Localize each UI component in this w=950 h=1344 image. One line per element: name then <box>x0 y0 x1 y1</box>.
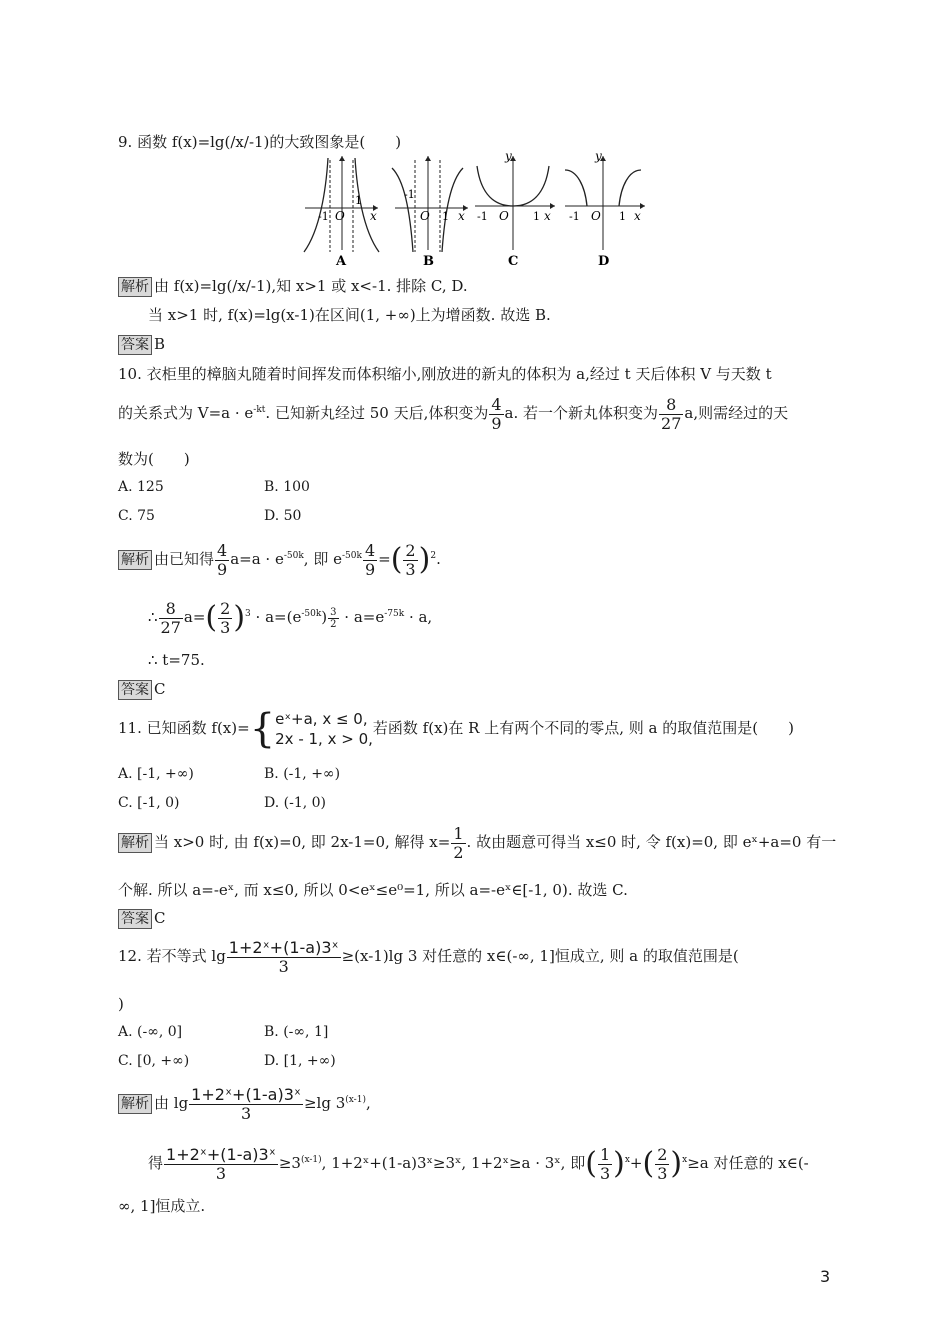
frac-4-9: $\frac{4}{9}$ <box>491 394 502 433</box>
q11-jiexi-line1: 解析 当 x>0 时, 由 f(x)=0, 即 2x-1=0, 解得 x= $\frac{1}{2}$ . 故由题意可得当 x≤0 时, 令 f(x)=0, 即 eˣ+a=0 有一 <box>118 822 836 862</box>
y-label-d: y <box>595 150 602 163</box>
q12-jiexi-line3: ∞, 1]恒成立. <box>118 1197 206 1215</box>
q9-jiexi-line2: 当 x>1 时, f(x)=lg(x-1)在区间(1, +∞)上为增函数. 故选 B. <box>148 306 551 324</box>
tick-neg1-a: -1 <box>318 210 329 223</box>
y-label-c: y <box>505 150 512 163</box>
q10-jiexi-line1: 解析 由已知得 $\frac{4}{9}$ $a=a \cdot e^{-50k}$, 即 $e^{-50k}$ $\frac{4}{9}$ =( $\frac{2}{3}$ )$^2$. <box>118 532 441 583</box>
figure-label-c: C <box>508 254 519 269</box>
q10-jiexi-line2: ∴ $\frac{8}{27}$ a=( $\frac{2}{3}$ )$^3 \cdot a=(e^{-50k})$ $\frac{3}{2}$ · $a=e^{-75k} \cdot a$, <box>148 598 433 637</box>
x-label-b: x <box>458 209 465 223</box>
tick-1-c: 1 <box>533 210 540 223</box>
x-label-a: x <box>370 209 377 223</box>
origin-c: O <box>499 209 509 223</box>
origin-a: O <box>335 209 345 223</box>
q12-stem-line2: ) <box>118 995 124 1013</box>
q9-stem: 9. 函数 f(x)=lg(/x/-1)的大致图象是( ) <box>118 133 402 151</box>
q11-jiexi-line2: 个解. 所以 a=-eˣ, 而 x≤0, 所以 0<eˣ≤e⁰=1, 所以 a=-eˣ∈[-1, 0). 故选 C. <box>118 881 628 899</box>
q12-stem-line1: 12. 若不等式 lg $\frac{\text{1+2ˣ+(1-a)3ˣ}}{3}$ ≥(x-1)lg 3 对任意的 x∈(-∞, 1]恒成立, 则 a 的取值范围是( <box>118 937 739 976</box>
x-label-c: x <box>544 209 551 223</box>
q10-stem-line2: 的关系式为 $V=a \cdot e^{-kt}$. 已知新丸经过 50 天后,体积变为 $\frac{4}{9}$ a. 若一个新丸体积变为 $\frac{8}{27}$ a,则需经过的天 <box>118 394 789 433</box>
q10-option-d: D. 50 <box>264 508 302 524</box>
figure-label-a: A <box>336 254 347 269</box>
q11-option-d: D. (-1, 0) <box>264 795 326 811</box>
q10-jiexi-line3: ∴ t=75. <box>148 651 205 669</box>
q11-answer: 答案 C <box>118 908 165 929</box>
q9-figures <box>300 150 660 270</box>
figure-label-b: B <box>423 254 434 269</box>
x-label-d: x <box>634 209 641 223</box>
origin-d: O <box>591 209 601 223</box>
figure-label-d: D <box>598 254 610 269</box>
q10-stem-line3: 数为( ) <box>118 450 190 468</box>
q10-option-c: C. 75 <box>118 508 155 524</box>
q10-answer: 答案 C <box>118 679 165 700</box>
q10-option-a: A. 125 <box>118 479 164 495</box>
q12-option-c: C. [0, +∞) <box>118 1053 190 1069</box>
q12-option-a: A. (-∞, 0] <box>118 1024 183 1040</box>
q9-answer: 答案 B <box>118 334 165 355</box>
origin-b: O <box>420 209 430 223</box>
q11-stem: 11. 已知函数 f(x)={ eˣ+a, x ≤ 0, 2x - 1, x > 0, 若函数 f(x)在 R 上有两个不同的零点, 则 a 的取值范围是( ) <box>118 706 794 752</box>
q12-option-b: B. (-∞, 1] <box>264 1024 329 1040</box>
tick-neg1-c: -1 <box>477 210 488 223</box>
q12-jiexi-line1: 解析 由 lg $\frac{\text{1+2ˣ+(1-a)3ˣ}}{3}$ ≥lg 3$^{(x-1)}$, <box>118 1080 371 1123</box>
q11-option-a: A. [-1, +∞) <box>118 766 194 782</box>
q10-option-b: B. 100 <box>264 479 310 495</box>
answer-tag: 答案 <box>118 335 152 355</box>
page-number: 3 <box>820 1267 831 1286</box>
q9-figure-d <box>565 150 645 269</box>
frac-8-27: $\frac{8}{27}$ <box>661 394 682 433</box>
tick-1-a: 1 <box>355 194 362 207</box>
q12-jiexi-line2: 得 $\frac{\text{1+2ˣ+(1-a)3ˣ}}{3}$ $\ge 3^{(x-1)}$, 1+2ˣ+(1-a)3ˣ≥3ˣ, 1+2ˣ≥a · 3ˣ, 即( $\frac{1}{3}$ )$^x$+( $\frac{2}{3}$ )$^x$≥a 对任意的 x∈(- <box>148 1144 809 1183</box>
q11-option-b: B. (-1, +∞) <box>264 766 341 782</box>
q9-figure-b <box>392 156 468 269</box>
q9-jiexi-line1: 解析 由 f(x)=lg(/x/-1),知 x>1 或 x<-1. 排除 C, D. <box>118 276 468 297</box>
q9-figure-c <box>475 150 555 269</box>
q10-stem-line1: 10. 衣柜里的樟脑丸随着时间挥发而体积缩小,刚放进的新丸的体积为 a,经过 t 天后体积 V 与天数 t <box>118 365 772 383</box>
tick-neg1-b: -1 <box>404 188 415 201</box>
q12-option-d: D. [1, +∞) <box>264 1053 336 1069</box>
tick-1-d: 1 <box>619 210 626 223</box>
q9-figure-a <box>304 156 379 269</box>
q11-option-c: C. [-1, 0) <box>118 795 180 811</box>
jiexi-tag: 解析 <box>118 277 152 297</box>
tick-1-b: 1 <box>442 210 449 223</box>
tick-neg1-d: -1 <box>569 210 580 223</box>
